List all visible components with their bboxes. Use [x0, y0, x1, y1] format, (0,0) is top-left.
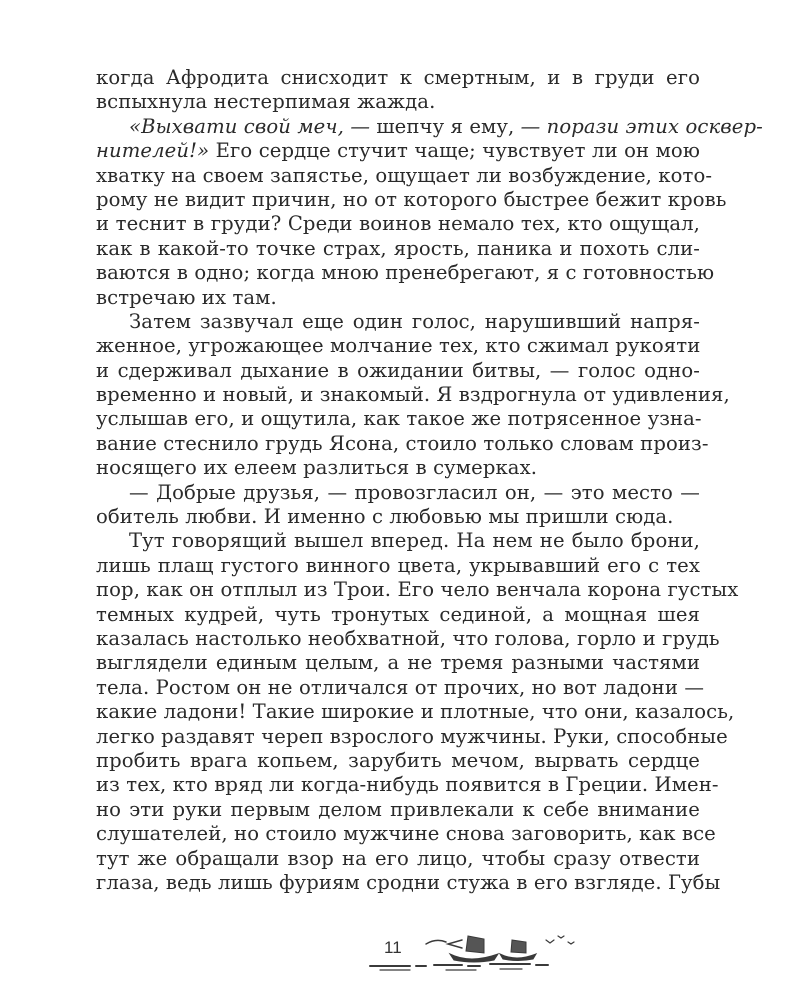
text-line: тела. Ростом он не отличался от прочих, но вот ладони —	[96, 675, 705, 699]
text-line: временно и новый, и знакомый. Я вздрогнула от удивления,	[96, 383, 730, 407]
text-line: тут же обращали взор на его лицо, чтобы сразу отвести	[96, 846, 700, 870]
text-line: Затем зазвучал еще один голос, нарушивший напря-	[129, 309, 700, 333]
ships-ornament-icon	[350, 930, 610, 978]
text-line: Тут говорящий вышел вперед. На нем не было брони,	[129, 529, 700, 553]
text-line: встречаю их там.	[96, 285, 277, 309]
text-segment: нителей!»	[96, 139, 210, 163]
text-line	[96, 139, 700, 163]
text-line	[96, 114, 763, 139]
text-line: и теснит в груди? Среди воинов немало тех, кто ощущал,	[96, 212, 700, 236]
text-line: выглядели единым целым, а не тремя разными частями	[96, 651, 700, 675]
text-line: вание стеснило грудь Ясона, стоило только словам произ-	[96, 431, 709, 455]
text-line: глаза, ведь лишь фуриям сродни стужа в его взгляде. Губы	[96, 870, 721, 894]
text-line: какие ладони! Такие широкие и плотные, что они, казалось,	[96, 700, 735, 724]
text-line: ваются в одно; когда мною пренебрегают, я с готовностью	[96, 261, 715, 285]
text-line: легко раздавят череп взрослого мужчины. Руки, способные	[96, 724, 728, 748]
page-number: 11	[384, 938, 402, 957]
text-segment: шепчу я ему,	[376, 114, 521, 138]
page-body-text	[96, 66, 763, 895]
text-line: но эти руки первым делом привлекали к себе внимание	[96, 797, 700, 821]
text-line: из тех, кто вряд ли когда-нибудь появится в Греции. Имен-	[96, 773, 719, 797]
text-segment: Его сердце стучит чаще; чувствует ли он мою	[209, 139, 700, 163]
text-line: пробить врага копьем, зарубить мечом, вырвать сердце	[96, 748, 700, 772]
text-line: слушателей, но стоило мужчине снова заговорить, как все	[96, 822, 716, 846]
text-line: носящего их елеем разлиться в сумерках.	[96, 456, 538, 480]
text-line: услышав его, и ощутила, как такое же потрясенное узна-	[96, 407, 702, 431]
text-line: рому не видит причин, но от которого быстрее бежит кровь	[96, 187, 727, 211]
text-line: как в какой-то точке страх, ярость, паника и похоть сли-	[96, 236, 700, 260]
text-line: лишь плащ густого винного цвета, укрывавший его с тех	[96, 553, 700, 577]
text-line: когда Афродита снисходит к смертным, и в груди его	[96, 66, 700, 89]
text-line: темных кудрей, чуть тронутых сединой, а мощная шея	[96, 602, 700, 626]
text-line: хватку на своем запястье, ощущает ли возбуждение, кото-	[96, 163, 713, 187]
text-segment: «Выхвати свой меч, —	[129, 114, 377, 138]
text-line: женное, угрожающее молчание тех, кто сжимал рукояти	[96, 334, 701, 358]
text-line: казалась настолько необхватной, что голова, горло и грудь	[96, 626, 720, 650]
text-line: пор, как он отплыл из Трои. Его чело венчала корона густых	[96, 578, 739, 602]
text-line: и сдерживал дыхание в ожидании битвы, — голос одно-	[96, 358, 700, 382]
text-line: вспыхнула нестерпимая жажда.	[96, 90, 436, 114]
text-line: обитель любви. И именно с любовью мы пришли сюда.	[96, 505, 674, 529]
text-segment: — порази этих осквер-	[520, 114, 763, 138]
text-line: — Добрые друзья, — провозгласил он, — это место —	[129, 480, 700, 504]
page-footer	[0, 930, 800, 980]
